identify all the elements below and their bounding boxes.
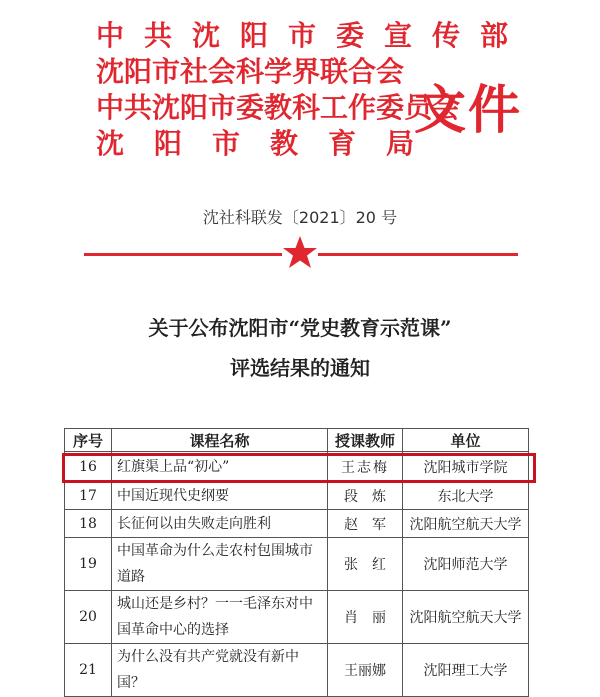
table-header-row (65, 429, 529, 452)
course-name: 中国革命为什么走农村包围城市道路 (112, 538, 328, 591)
course-name: 为什么没有共产党就没有新中国？ (112, 644, 328, 697)
column-header-no: 序号 (65, 429, 112, 452)
teacher-name: 赵 军 (328, 510, 403, 538)
teacher-name: 王志梅 (328, 452, 403, 482)
course-name: 长征何以由失败走向胜利 (112, 510, 328, 538)
column-header-unit: 单位 (403, 429, 529, 452)
document-number: 沈社科联发〔2021〕20 号 (202, 208, 398, 227)
row-number: 17 (65, 482, 112, 510)
unit-name: 沈阳师范大学 (403, 538, 529, 591)
teacher-name: 段 炼 (328, 482, 403, 510)
row-number: 20 (65, 591, 112, 644)
star-icon (281, 234, 319, 272)
row-number: 16 (65, 452, 112, 482)
table-row (65, 482, 529, 510)
issuer-name: 中共沈阳市委宣传部 (96, 19, 529, 52)
table-row (65, 591, 529, 644)
document-type-label: 文件 (414, 80, 523, 141)
teacher-name: 张 红 (328, 538, 403, 591)
course-name: 中国近现代史纲要 (112, 482, 328, 510)
row-highlight-box (62, 453, 536, 483)
column-header-teacher: 授课教师 (328, 429, 403, 452)
row-number: 18 (65, 510, 112, 538)
notice-title (0, 314, 600, 382)
unit-name: 沈阳航空航天大学 (403, 591, 529, 644)
table-row (65, 510, 529, 538)
column-header-course: 课程名称 (112, 429, 328, 452)
notice-title-line: 关于公布沈阳市“党史教育示范课” (148, 316, 452, 340)
unit-name: 沈阳航空航天大学 (403, 510, 529, 538)
unit-name: 沈阳理工大学 (403, 644, 529, 697)
notice-title-line: 评选结果的通知 (230, 356, 370, 380)
issuer-name: 沈阳市教育局 (96, 127, 445, 160)
course-name: 红旗渠上品“初心” (112, 452, 328, 482)
unit-name: 东北大学 (403, 482, 529, 510)
teacher-name: 肖 丽 (328, 591, 403, 644)
issuer-name: 中共沈阳市委教科工作委员会 (96, 91, 461, 124)
row-number: 21 (65, 644, 112, 697)
course-name: 城山还是乡村？一一毛泽东对中国革命中心的选择 (112, 591, 328, 644)
header-rule-right (318, 253, 518, 256)
teacher-name: 王丽娜 (328, 644, 403, 697)
issuer-name: 沈阳市社会科学界联合会 (96, 55, 405, 88)
unit-name: 沈阳城市学院 (403, 452, 529, 482)
table-row (65, 644, 529, 697)
header-rule-left (84, 253, 282, 256)
table-row (65, 538, 529, 591)
row-number: 19 (65, 538, 112, 591)
